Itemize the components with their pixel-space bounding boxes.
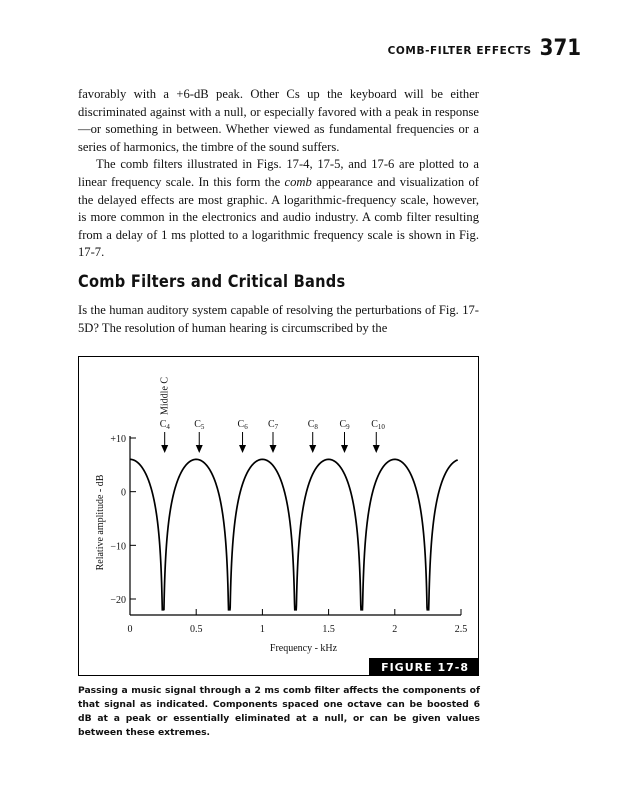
figure [78,356,479,676]
y-axis-label: Relative amplitude - dB [95,474,106,571]
running-title: COMB-FILTER EFFECTS [387,45,532,57]
note-label [160,419,171,431]
x-tick-label: 0 [127,624,133,635]
paragraph [78,156,479,262]
note-octave: 6 [244,423,248,431]
note-arrow-head [239,445,246,453]
note-octave: 10 [377,423,385,431]
paragraph-text: The comb filters illustrated in Figs. 17-4, 17-5, and 17-6 are plotted to a linear frequency scale. In this form the [78,157,479,189]
y-tick-label: +10 [110,434,126,445]
x-axis-label: Frequency - kHz [269,643,338,654]
note-letter: C [267,419,275,430]
emphasis-comb: comb [284,174,312,189]
note-letter: C [194,419,201,430]
note-letter: C [339,419,347,430]
note-arrow-head [269,445,276,453]
x-tick-label: 1 [259,624,265,635]
note-label [268,419,279,431]
x-tick-label: 2 [392,624,398,635]
note-octave: 8 [314,423,318,431]
y-tick-label: −20 [110,595,126,606]
y-tick-label: 0 [121,487,126,499]
x-tick-label: 0.5 [189,624,203,635]
note-octave: 5 [200,423,205,431]
note-label [308,419,319,431]
comb-response-curve [130,459,458,609]
note-octave: 7 [274,423,279,431]
x-tick-label: 1.5 [322,624,335,635]
note-arrow-head [309,445,316,453]
note-letter: C [237,419,245,430]
note-label [339,419,350,431]
note-octave: 9 [346,423,350,431]
figure-label: FIGURE 17-8 [369,658,479,676]
note-letter: C [307,419,315,430]
figure-caption: Passing a music signal through a 2 ms comb filter affects the components of that signal as indicated. Components spaced one octave can be boosted 6 dB at a peak or essentially eliminated at a null, or can be given values between these extremes. [78,685,480,738]
section-paragraph: Is the human auditory system capable of resolving the perturbations of Fig. 17-5D? The resolution of human hearing is circumscribed by the [78,303,479,335]
comb-filter-chart [79,357,480,677]
x-tick-label: 2.5 [454,624,468,635]
y-tick-label: −10 [110,541,126,553]
note-arrow-head [341,445,348,453]
note-arrow-head [196,445,203,453]
page-number: 371 [539,36,581,61]
section-heading: Comb Filters and Critical Bands [78,272,346,292]
note-label [371,419,385,431]
note-arrow-head [161,445,168,453]
note-arrow-head [373,445,380,453]
note-octave: 4 [166,423,170,431]
note-label [238,419,249,431]
middle-c-label: Middle C [159,376,171,415]
note-label [194,419,205,431]
paragraph-text: appearance and visualization of the delayed effects are most graphic. A logarithmic-frequency scale, however, is more common in the electronics and audio industry. A comb filter resulting from a delay of 1 ms plotted to a logarithmic frequency scale is shown in Fig. 17-7. [78,174,479,260]
body-text [78,86,479,262]
note-letter: C [159,419,167,430]
running-header [388,38,581,60]
note-letter: C [371,419,378,430]
paragraph: favorably with a +6-dB peak. Other Cs up the keyboard will be either discriminated against with a null, or especially favored with a peak in response—or something in between. Whether viewed as fundamental frequencies or a series of harmonics, the timbre of the sound suffers. [78,87,479,154]
